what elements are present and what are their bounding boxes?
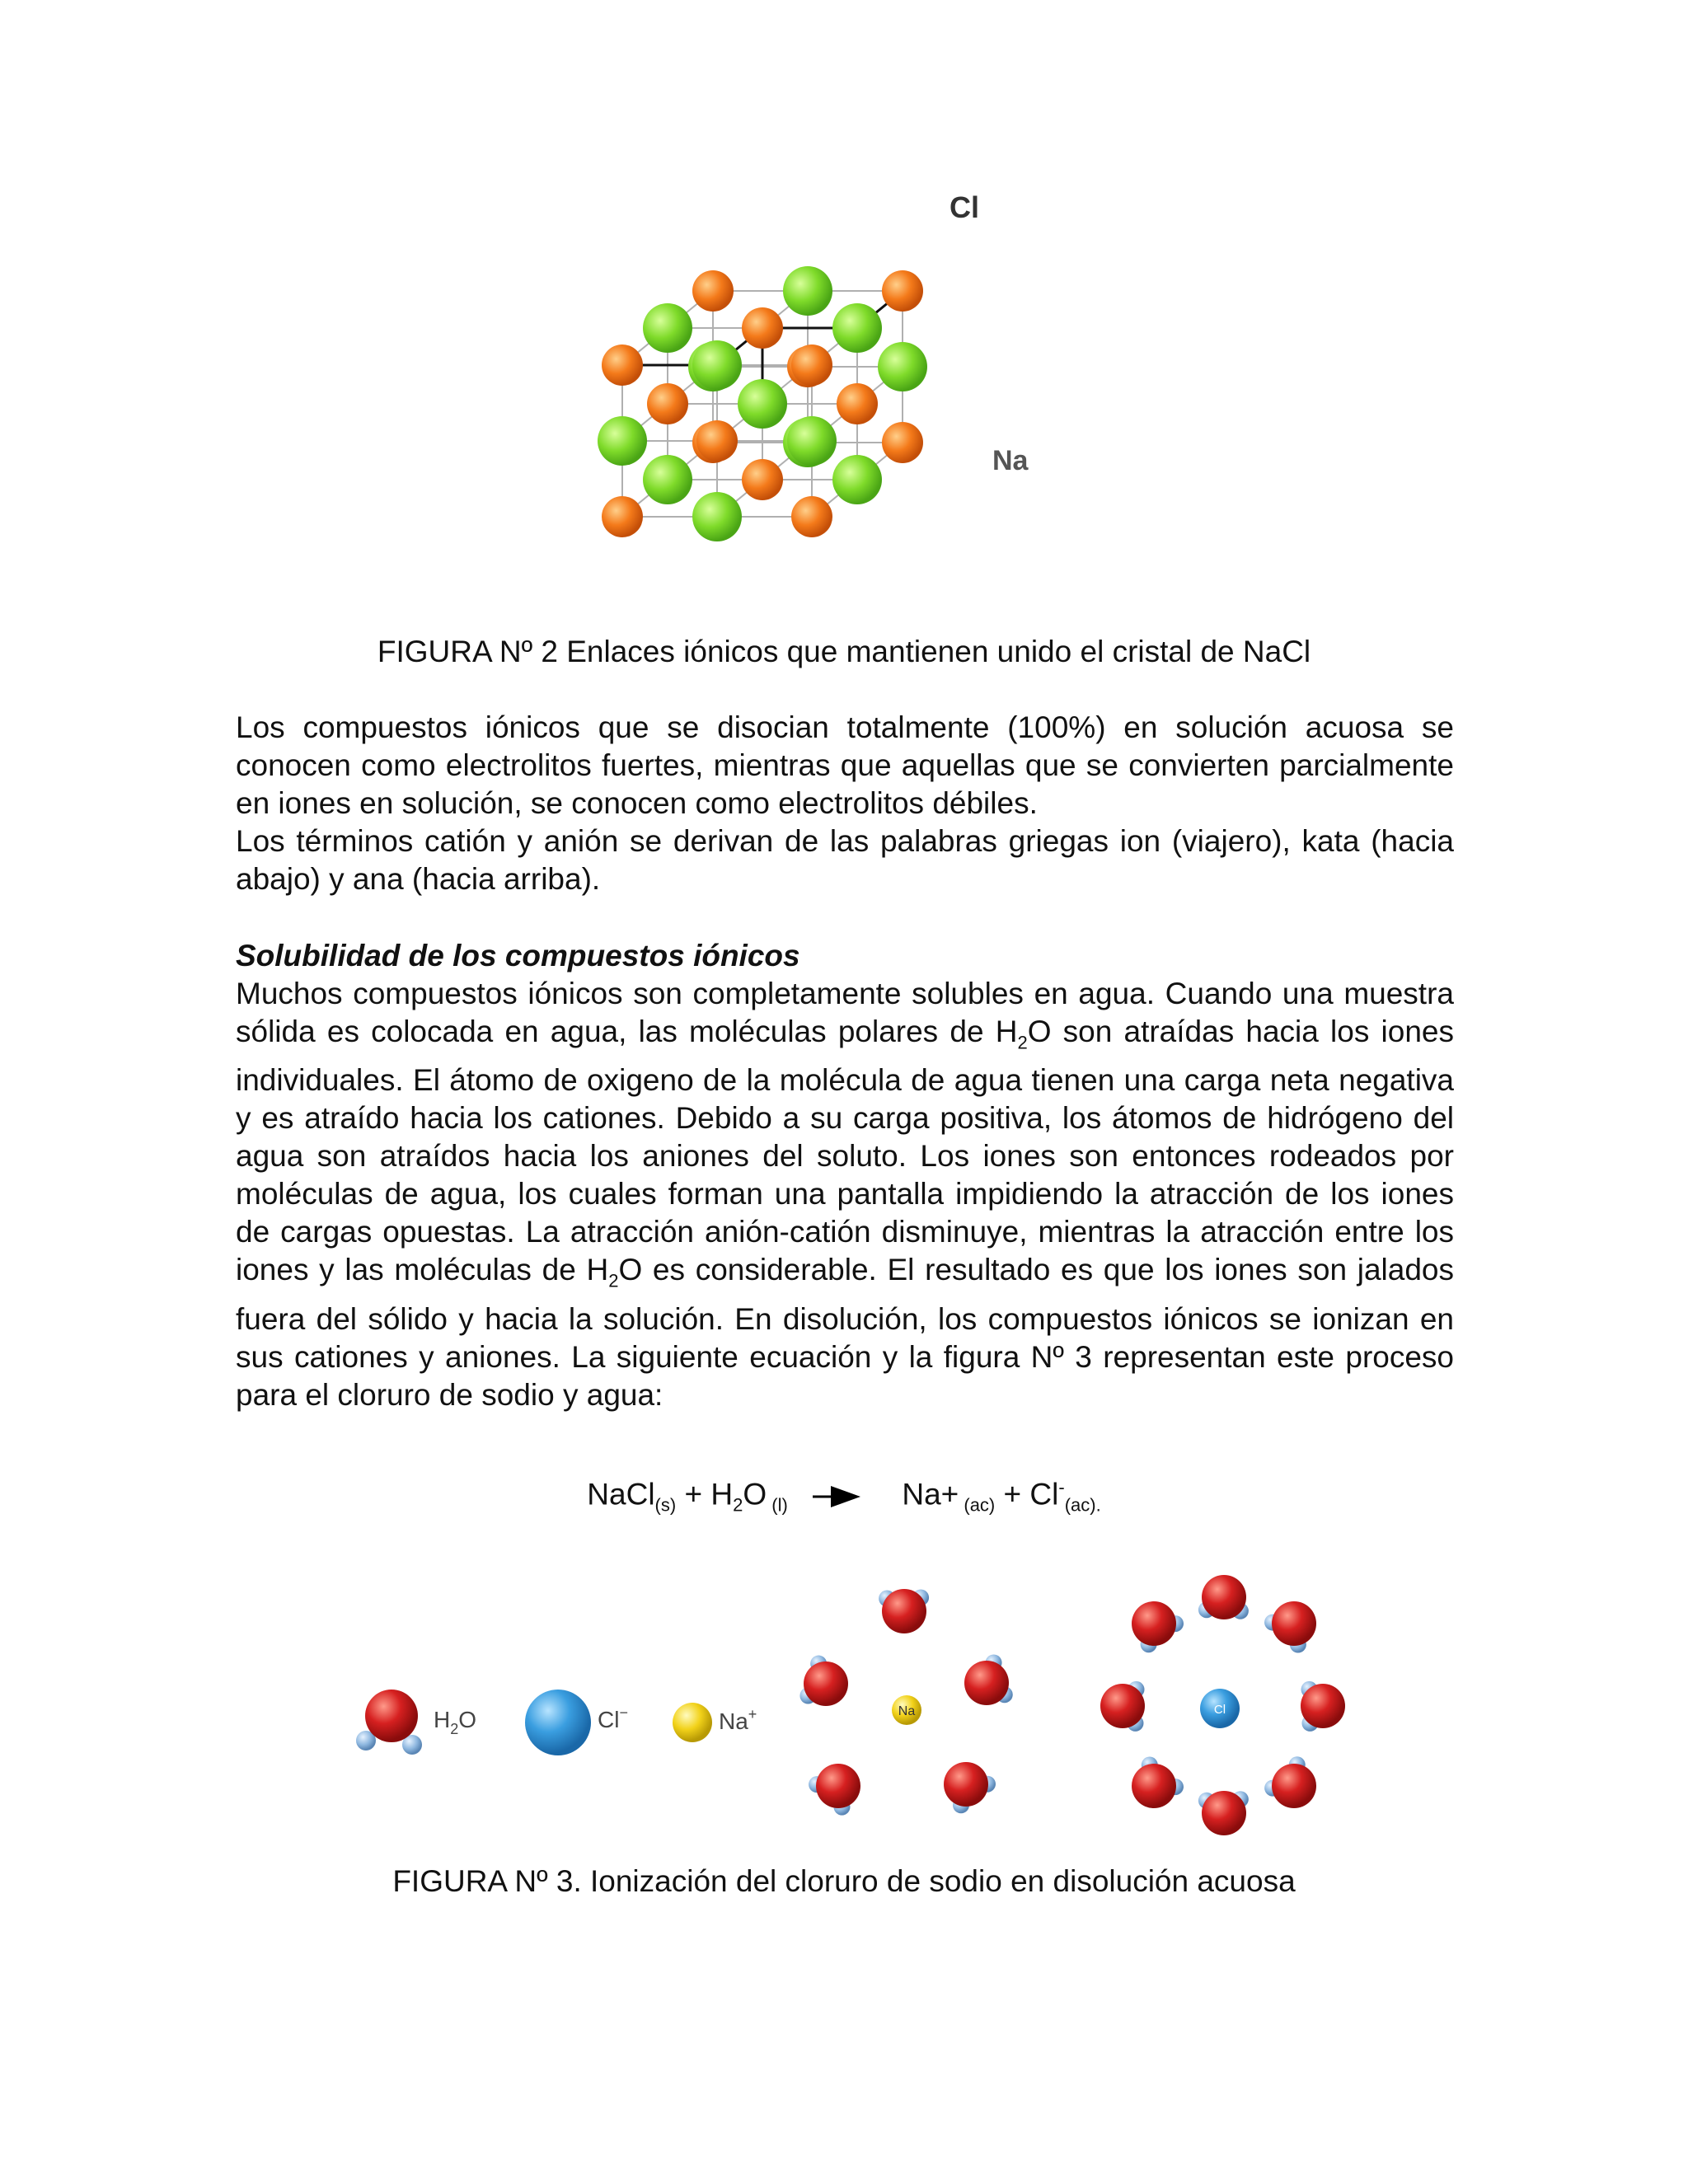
ionization-figure [346,1570,1368,1850]
chloride-atom [832,455,882,504]
eq-state: (ac) [959,1494,996,1516]
figure2-caption: FIGURA Nº 2 Enlaces iónicos que mantienen unido el cristal de NaCl [377,635,1311,668]
oxygen-atom [1202,1575,1246,1619]
eq-text: + Cl [995,1477,1059,1511]
chloride-atom [692,492,742,541]
legend-water-label: $H_2O$ [434,1707,477,1737]
water-molecule [964,1654,1013,1705]
oxygen-atom [804,1661,848,1706]
chloride-atom [832,303,882,353]
oxygen-atom [1202,1791,1246,1835]
figure3-caption: FIGURA Nº 3. Ionización del cloruro de sodio en disolución acuosa [392,1864,1296,1898]
water-molecule [1198,1791,1249,1835]
text-span: O es considerable. El resultado es que los iones son jalados fuera del sólido y hacia la solución. En disolución, los compuestos iónicos se ionizan en sus cationes y aniones. La siguiente ecuación y la figura Nº 3 representan este proceso para el cloruro de sodio y agua: [236,1253,1454,1412]
sodium-atom [742,307,783,349]
intro-paragraphs [236,709,1454,898]
hydrated-sodium-ion [799,1589,1012,1816]
sodium-atom [791,496,832,537]
eq-text: + H [676,1477,734,1511]
chloride-atom [783,266,832,316]
sodium-label: Na [992,445,1029,476]
lattice-atoms [598,266,927,541]
oxygen-atom [1301,1684,1345,1728]
eq-na: Na+ [902,1477,959,1511]
dissociation-equation [0,1469,1688,1525]
solubility-section [236,937,1454,1414]
sodium-atom [791,344,832,386]
sodium-atom [647,383,688,424]
water-molecule [1198,1575,1249,1619]
water-molecule [809,1764,860,1816]
water-molecule [944,1762,996,1813]
water-molecule [1264,1756,1316,1808]
eq-sup: - [1058,1477,1065,1497]
chloride-atom [643,455,692,504]
water-molecule [1100,1681,1145,1732]
paragraph-cation-anion: Los términos catión y anión se derivan de las palabras griegas ion (viajero), kata (hacia abajo) y ana (hacia arriba). [236,824,1454,896]
chlorine-label: Cl [950,191,979,224]
water-molecule [1132,1757,1184,1808]
solubility-paragraph [236,975,1454,1414]
eq-state: (l) [767,1494,788,1516]
sodium-atom [692,270,734,312]
oxygen-atom [882,1589,926,1633]
chloride-atom [692,340,742,390]
oxygen-atom [1132,1764,1176,1808]
oxygen-atom [964,1661,1009,1705]
legend-sodium-ion [673,1703,712,1742]
section-heading: Solubilidad de los compuestos iónicos [236,939,800,972]
sodium-ion-label: Na [898,1704,916,1718]
chloride-ion-label: Cl [1213,1703,1226,1717]
legend-chloride-ion [525,1690,591,1755]
text-span: O son atraídas hacia los iones individuales. El átomo de oxigeno de la molécula de agua tienen una carga neta negativa y es atraído hacia los cationes. Debido a su carga positiva, los átomos de hidrógeno del agua son atraídos hacia los aniones del soluto. Los iones son entonces rodeados por moléculas de agua, los cuales forman una pantalla impidiendo la atracción de los iones de cargas opuestas. La atracción anión-catión disminuye, mientras la atracción entre los iones y las moléculas de H [236,1015,1454,1287]
oxygen-atom [944,1762,988,1807]
eq-state: (ac). [1064,1494,1101,1516]
oxygen-atom [816,1764,860,1808]
chloride-atom [787,416,837,466]
eq-nacl: NaCl [587,1477,655,1511]
chloride-atom [598,416,647,466]
oxygen-atom [1272,1601,1316,1646]
water-molecule [1301,1681,1345,1732]
legend-chloride-label: Cl− [598,1704,628,1732]
legend-water-molecule [356,1690,422,1755]
water-molecule [1264,1601,1316,1653]
sodium-atom [742,459,783,500]
eq-text: O [743,1477,767,1511]
sodium-atom [882,422,923,463]
subscript: 2 [1017,1032,1028,1053]
sodium-atom [602,344,643,386]
nacl-crystal-figure [593,191,1088,636]
oxygen-atom [1100,1684,1145,1728]
chloride-atom [643,303,692,353]
oxygen-atom [1132,1601,1176,1646]
text-span: Muchos compuestos iónicos son completamente solubles en agua. Cuando una muestra sólida es colocada en agua, las moléculas polares de H [236,977,1454,1048]
chloride-atom [738,379,787,429]
hydrated-chloride-ion [1100,1575,1345,1835]
sodium-atom [696,420,738,462]
sodium-atom [602,496,643,537]
reaction-arrow-icon [813,1484,862,1509]
sodium-atom [837,383,878,424]
chloride-atom [878,342,927,391]
subscript: 2 [608,1270,619,1291]
oxygen-atom [1272,1764,1316,1808]
water-molecule [799,1656,848,1706]
water-molecule [1132,1601,1184,1652]
legend-sodium-label: Na+ [719,1706,757,1734]
sodium-atom [882,270,923,312]
eq-state: (s) [654,1494,677,1516]
paragraph-electrolytes: Los compuestos iónicos que se disocian totalmente (100%) en solución acuosa se conocen como electrolitos fuertes, mientras que aquellas que se convierten parcialmente en iones en solución, se conocen como electrolitos débiles. [236,710,1454,820]
eq-sub: 2 [733,1494,743,1516]
water-molecule [879,1589,929,1633]
